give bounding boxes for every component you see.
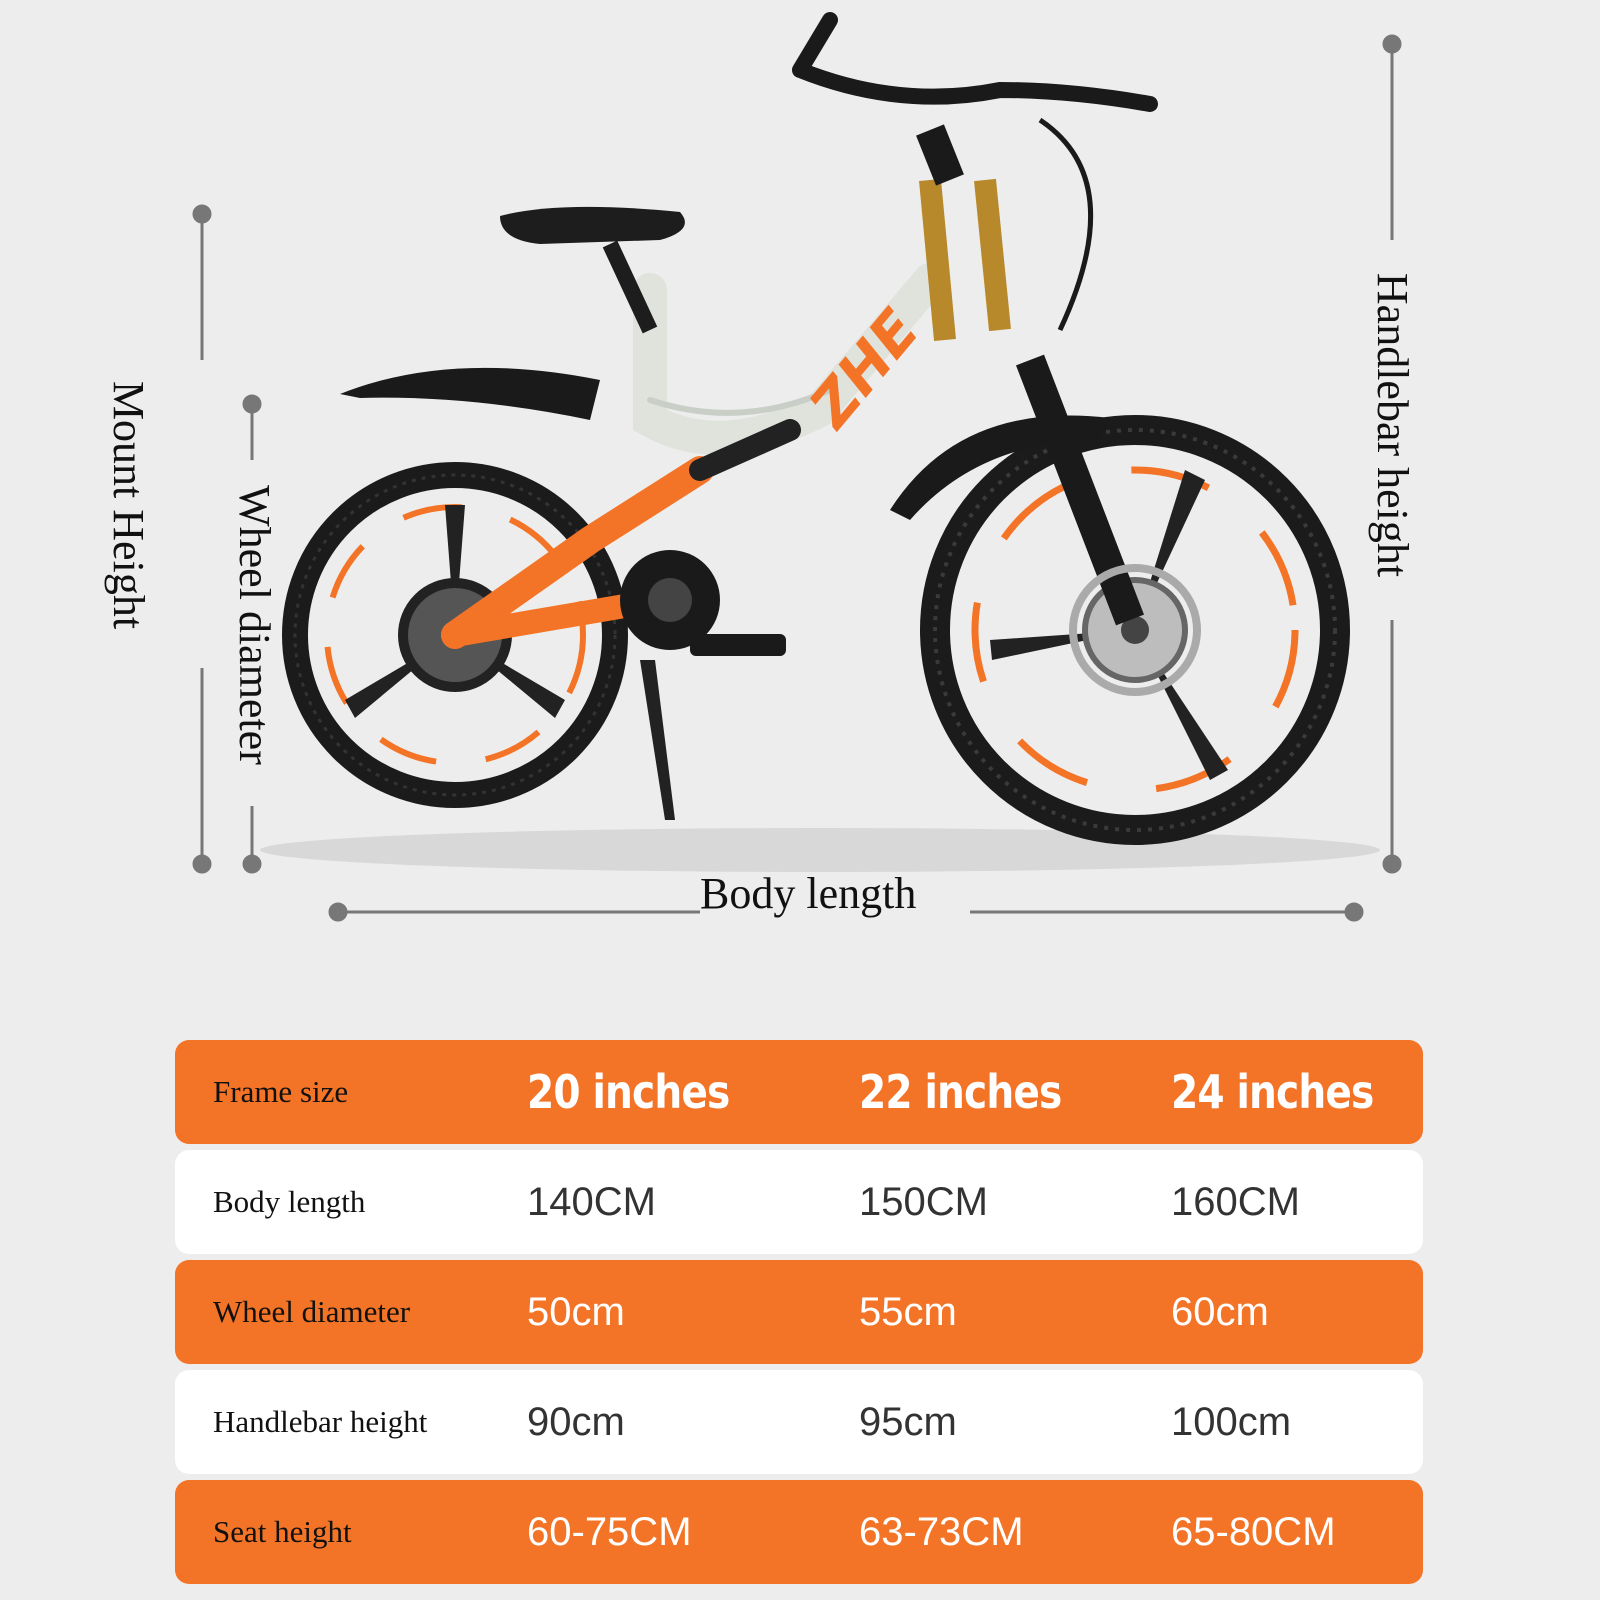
wheel-diameter-24: 60cm <box>1171 1289 1269 1334</box>
handlebar-height-20: 90cm <box>527 1399 625 1444</box>
body-length-24: 160CM <box>1171 1179 1300 1224</box>
size-20-heading: 20 inches <box>527 1065 730 1119</box>
table-row <box>175 1480 1423 1584</box>
handlebar-height-row-label: Handlebar height <box>213 1404 428 1439</box>
seat-height-24: 65-80CM <box>1171 1509 1336 1554</box>
frame-size-label: Frame size <box>213 1074 349 1109</box>
body-length-label: Body length <box>700 869 917 918</box>
mount-height-label: Mount Height <box>104 380 153 630</box>
kickstand <box>640 660 675 820</box>
size-22-heading: 22 inches <box>859 1065 1062 1119</box>
wheel-diameter-label: Wheel diameter <box>230 485 279 765</box>
wheel-diameter-22: 55cm <box>859 1289 957 1334</box>
body-length-row-label: Body length <box>213 1184 366 1219</box>
table-header-row <box>175 1040 1423 1144</box>
size-spec-table <box>175 1040 1423 1590</box>
wheel-diameter-row-label: Wheel diameter <box>213 1294 411 1329</box>
body-length-20: 140CM <box>527 1179 656 1224</box>
crankset <box>620 550 786 820</box>
seat-height-20: 60-75CM <box>527 1509 692 1554</box>
frame-brand-text: ZHE <box>796 296 933 441</box>
table-row <box>175 1370 1423 1474</box>
body-length-22: 150CM <box>859 1179 988 1224</box>
ground-shadow <box>260 828 1380 872</box>
front-wheel <box>935 430 1335 830</box>
seat-height-row-label: Seat height <box>213 1514 352 1549</box>
rear-fender <box>340 368 600 420</box>
seat-height-22: 63-73CM <box>859 1509 1024 1554</box>
handlebar-height-24: 100cm <box>1171 1399 1292 1444</box>
size-24-heading: 24 inches <box>1171 1065 1374 1119</box>
handlebar <box>800 20 1150 330</box>
handlebar-height-22: 95cm <box>859 1399 957 1444</box>
table-row <box>175 1150 1423 1254</box>
wheel-diameter-20: 50cm <box>527 1289 625 1334</box>
handlebar-height-label: Handlebar height <box>1368 272 1417 578</box>
table-row <box>175 1260 1423 1364</box>
